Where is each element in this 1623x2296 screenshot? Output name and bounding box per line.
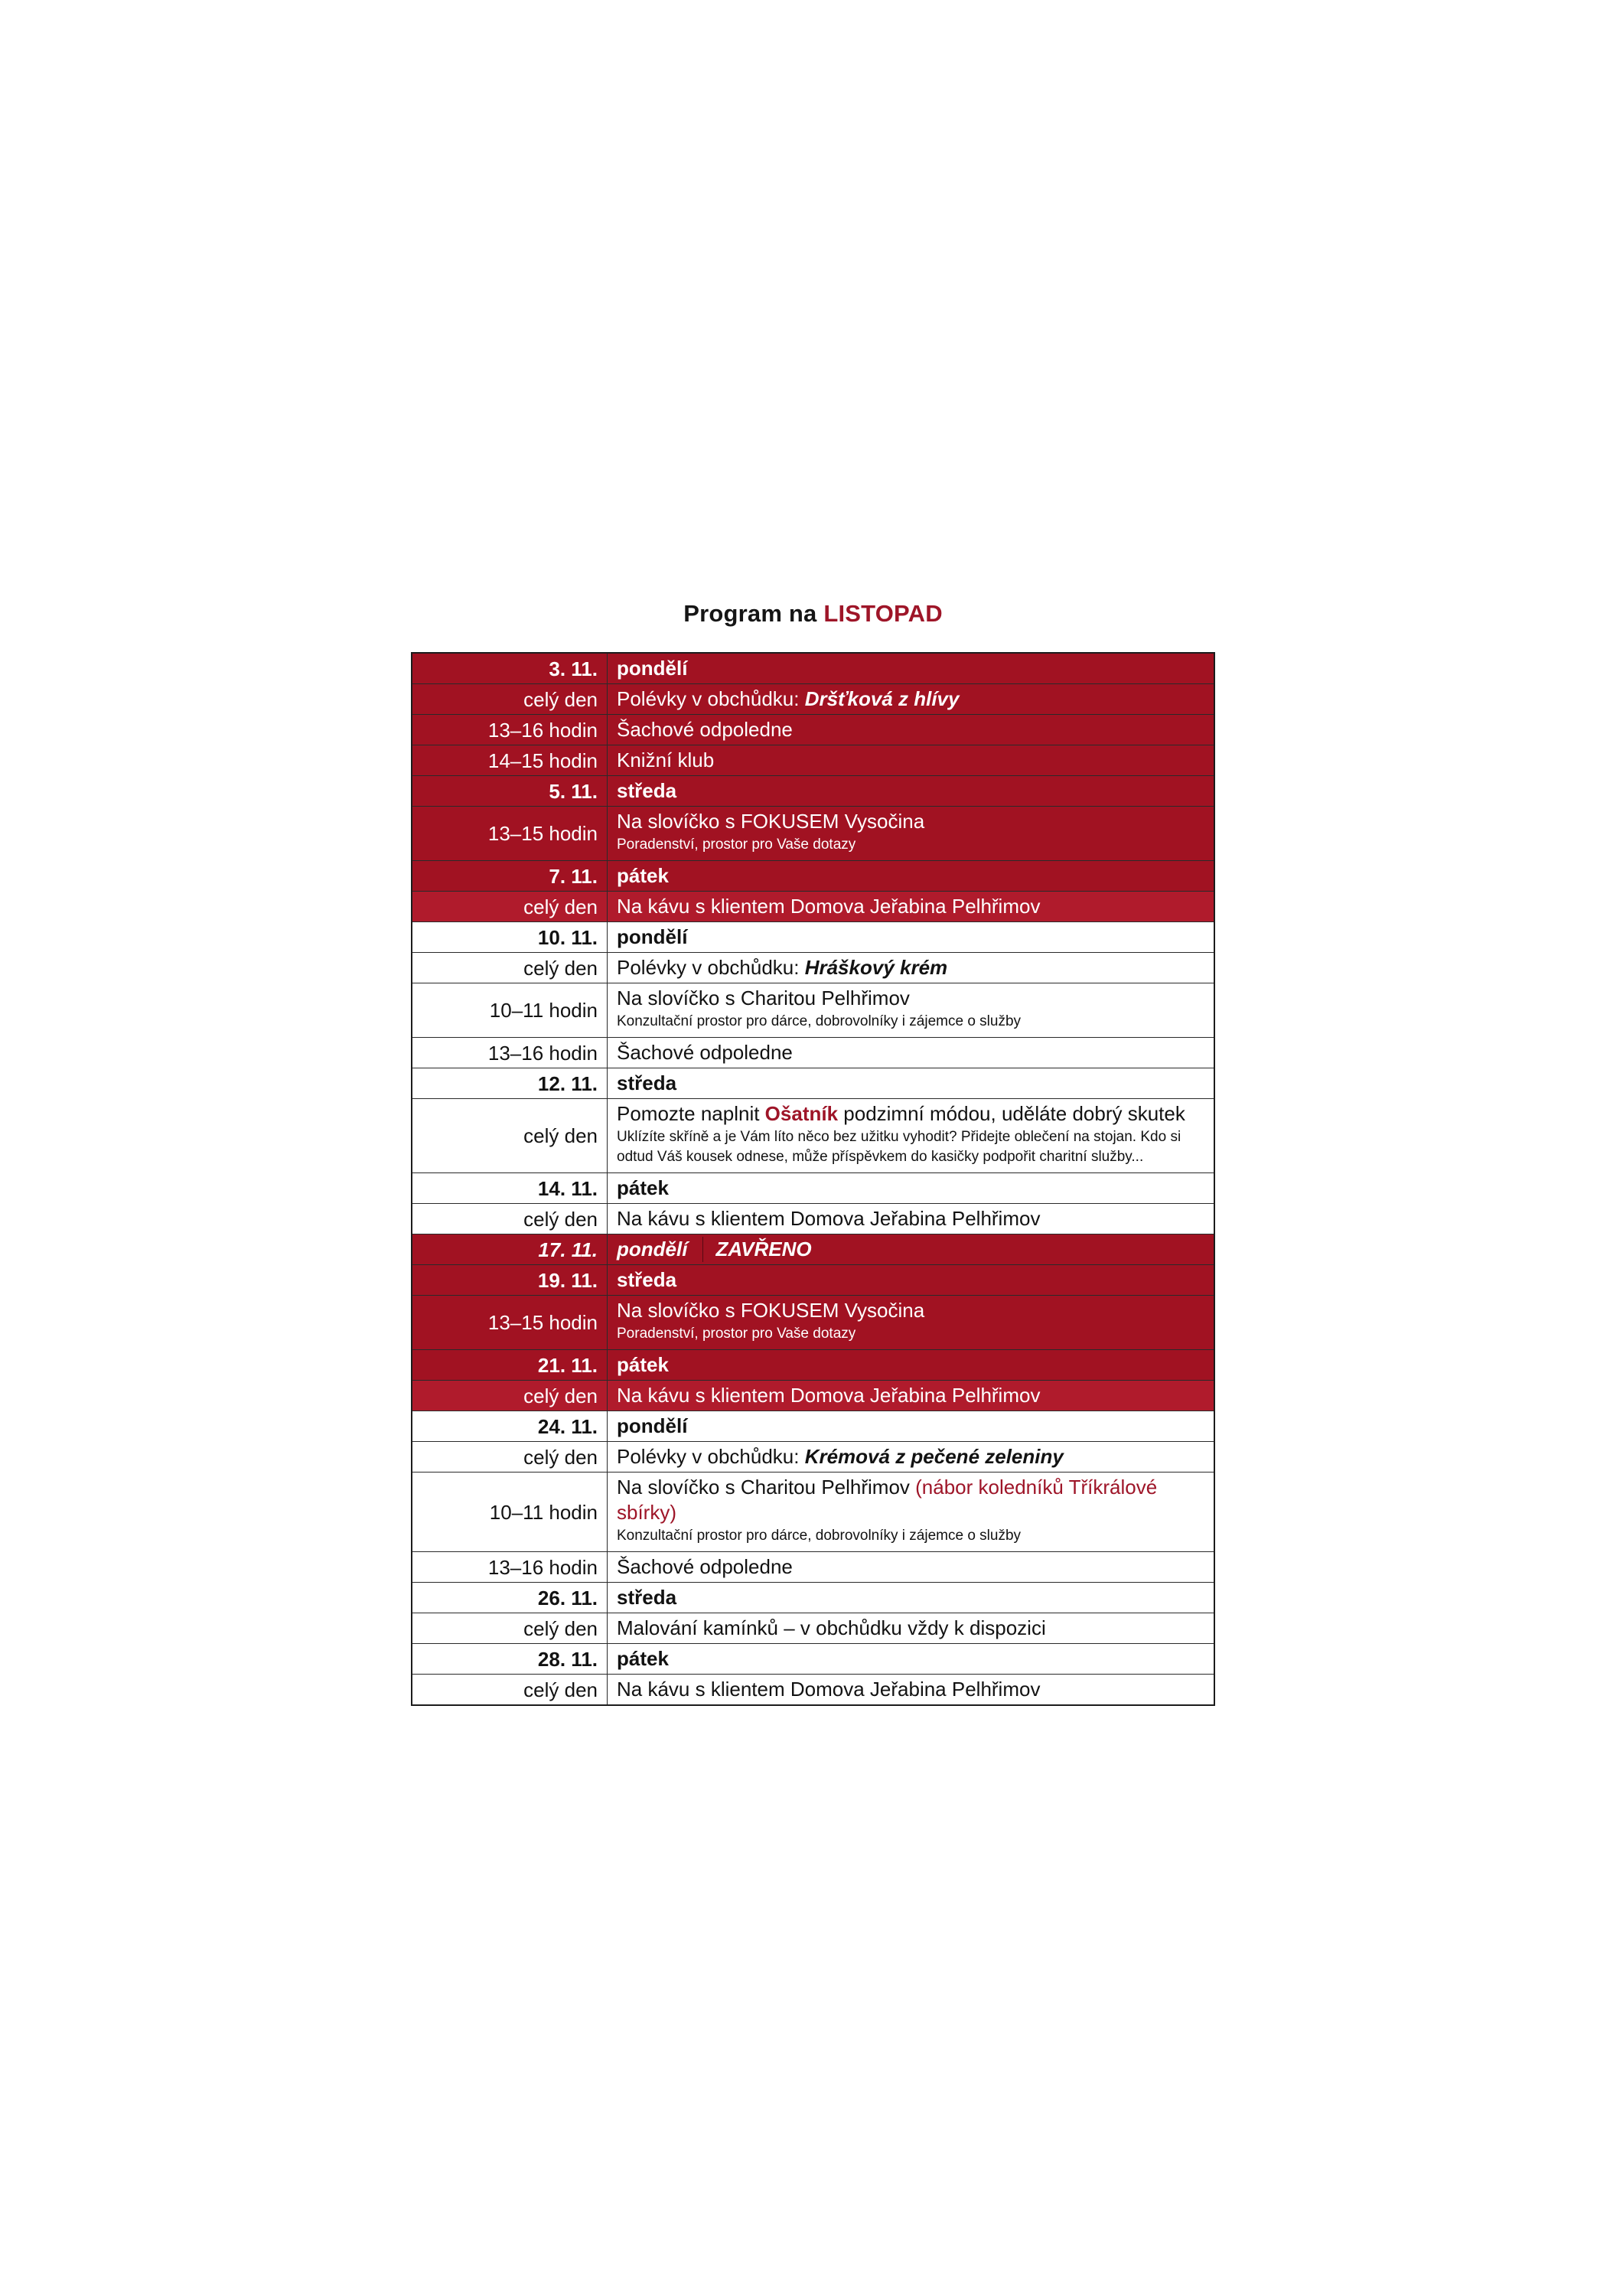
text-segment: středa xyxy=(617,1586,677,1609)
page-title xyxy=(411,600,1215,628)
text-segment: Šachové odpoledne xyxy=(617,718,793,741)
table-row xyxy=(412,1472,1214,1551)
text-segment: Ošatník xyxy=(764,1102,839,1125)
table-row xyxy=(412,745,1214,775)
text-segment: Šachové odpoledne xyxy=(617,1555,793,1578)
table-row xyxy=(412,1234,1214,1264)
row-main-text xyxy=(617,1206,1204,1231)
table-row xyxy=(412,714,1214,745)
table-row xyxy=(412,1098,1214,1172)
row-description xyxy=(607,1234,1214,1264)
row-time: 14. 11. xyxy=(537,1176,598,1200)
row-time: celý den xyxy=(523,687,598,711)
text-segment: Polévky v obchůdku: xyxy=(617,687,805,710)
row-description xyxy=(607,1411,1214,1441)
table-row xyxy=(412,806,1214,860)
text-segment: Na slovíčko s FOKUSEM Vysočina xyxy=(617,1299,925,1322)
text-segment: Dršťková z hlívy xyxy=(804,687,960,710)
text-segment: pondělí xyxy=(617,1238,688,1261)
row-description xyxy=(607,715,1214,745)
row-main-text xyxy=(617,1677,1204,1702)
row-sub-text: Konzultační prostor pro dárce, dobrovolníky i zájemce o služby xyxy=(617,1528,1022,1544)
row-main-text xyxy=(617,1585,1204,1610)
row-description xyxy=(607,1350,1214,1380)
row-main-text xyxy=(617,1414,1204,1439)
row-main-text xyxy=(617,656,1204,681)
row-main-text xyxy=(617,894,1204,919)
text-segment: Pomozte naplnit xyxy=(617,1102,765,1125)
row-time: 10. 11. xyxy=(537,925,598,949)
row-sub-text: Poradenství, prostor pro Vaše dotazy xyxy=(617,1326,856,1342)
table-row xyxy=(412,775,1214,806)
table-row xyxy=(412,683,1214,714)
row-description xyxy=(607,953,1214,983)
text-segment: středa xyxy=(617,1071,677,1094)
text-segment: Na slovíčko s FOKUSEM Vysočina xyxy=(617,810,925,833)
table-row xyxy=(412,1349,1214,1380)
row-main-text xyxy=(617,1237,1204,1262)
program-table xyxy=(411,652,1215,1706)
row-main-text xyxy=(617,1176,1204,1201)
row-description xyxy=(607,1038,1214,1068)
row-description xyxy=(607,1296,1214,1349)
row-main-text xyxy=(617,1475,1204,1525)
row-time: celý den xyxy=(523,956,598,980)
table-row xyxy=(412,1582,1214,1613)
row-time: 21. 11. xyxy=(537,1353,598,1377)
row-main-text xyxy=(617,863,1204,889)
row-main-text xyxy=(617,1071,1204,1096)
text-segment: Na kávu s klientem Domova Jeřabina Pelhřimov xyxy=(617,1207,1041,1230)
text-segment: Knižní klub xyxy=(617,748,715,771)
row-description xyxy=(607,776,1214,806)
row-description xyxy=(607,1473,1214,1551)
row-time: 24. 11. xyxy=(537,1414,598,1438)
row-time: 13–15 hodin xyxy=(487,1311,598,1334)
table-row xyxy=(412,1172,1214,1203)
row-description xyxy=(607,922,1214,952)
table-row xyxy=(412,891,1214,921)
row-main-text xyxy=(617,1101,1204,1127)
text-segment: pátek xyxy=(617,1176,669,1199)
row-sub-text: Konzultační prostor pro dárce, dobrovolníky i zájemce o služby xyxy=(617,1013,1022,1029)
row-description xyxy=(607,1675,1214,1704)
row-main-text xyxy=(617,1383,1204,1408)
row-main-text xyxy=(617,1267,1204,1293)
closed-label: ZAVŘENO xyxy=(702,1237,811,1262)
row-time: 14–15 hodin xyxy=(487,748,598,772)
row-description xyxy=(607,684,1214,714)
page-title-prefix: Program na xyxy=(683,600,817,627)
table-row xyxy=(412,654,1214,683)
table-row xyxy=(412,1643,1214,1674)
table-row xyxy=(412,1411,1214,1441)
row-description xyxy=(607,1173,1214,1203)
row-time: 13–16 hodin xyxy=(487,718,598,742)
row-main-text xyxy=(617,1646,1204,1671)
text-segment: Na kávu s klientem Domova Jeřabina Pelhřimov xyxy=(617,1384,1041,1407)
table-row xyxy=(412,952,1214,983)
row-main-text xyxy=(617,1554,1204,1580)
row-description xyxy=(607,1265,1214,1295)
table-row xyxy=(412,1068,1214,1098)
row-time: celý den xyxy=(523,1124,598,1147)
text-segment: Na slovíčko s Charitou Pelhřimov xyxy=(617,1476,916,1499)
table-row xyxy=(412,1551,1214,1582)
row-description xyxy=(607,1099,1214,1172)
text-segment: Šachové odpoledne xyxy=(617,1041,793,1064)
text-segment: Hráškový krém xyxy=(804,956,948,979)
row-description xyxy=(607,861,1214,891)
row-time: 19. 11. xyxy=(537,1268,598,1292)
text-segment: Na slovíčko s Charitou Pelhřimov xyxy=(617,987,910,1009)
row-description xyxy=(607,807,1214,860)
text-segment: Na kávu s klientem Domova Jeřabina Pelhřimov xyxy=(617,1678,1041,1701)
row-time: celý den xyxy=(523,1616,598,1640)
text-segment: (nábor koledníků Tříkrálové sbírky) xyxy=(617,1476,1158,1524)
row-description xyxy=(607,1442,1214,1472)
text-segment: Krémová z pečené zeleniny xyxy=(804,1445,1064,1468)
row-time: celý den xyxy=(523,1445,598,1469)
text-segment: pondělí xyxy=(617,1414,688,1437)
row-sub-text: Poradenství, prostor pro Vaše dotazy xyxy=(617,837,856,853)
row-time: 7. 11. xyxy=(549,864,598,888)
row-main-text xyxy=(617,925,1204,950)
row-time: celý den xyxy=(523,1207,598,1231)
text-segment: pátek xyxy=(617,864,669,887)
row-time: 12. 11. xyxy=(537,1071,598,1095)
row-main-text xyxy=(617,1040,1204,1065)
row-main-text xyxy=(617,687,1204,712)
row-main-text xyxy=(617,955,1204,980)
table-row xyxy=(412,983,1214,1037)
row-description xyxy=(607,983,1214,1037)
table-row xyxy=(412,1380,1214,1411)
row-time: 10–11 hodin xyxy=(489,1500,598,1524)
table-row xyxy=(412,860,1214,891)
text-segment: středa xyxy=(617,1268,677,1291)
row-time: celý den xyxy=(523,895,598,918)
row-main-text xyxy=(617,1444,1204,1469)
text-segment: pondělí xyxy=(617,657,688,680)
row-time: 17. 11. xyxy=(538,1238,598,1261)
text-segment: pondělí xyxy=(617,925,688,948)
row-time: 3. 11. xyxy=(549,657,598,680)
row-main-text xyxy=(617,1298,1204,1323)
row-time: celý den xyxy=(523,1678,598,1701)
row-time: celý den xyxy=(523,1384,598,1407)
row-main-text xyxy=(617,748,1204,773)
row-time: 13–15 hodin xyxy=(487,822,598,845)
row-time: 13–16 hodin xyxy=(487,1041,598,1065)
row-description xyxy=(607,745,1214,775)
text-segment: Polévky v obchůdku: xyxy=(617,956,805,979)
row-description xyxy=(607,1552,1214,1582)
row-time: 10–11 hodin xyxy=(489,999,598,1022)
row-time: 26. 11. xyxy=(537,1586,598,1609)
row-description xyxy=(607,892,1214,921)
table-row xyxy=(412,1674,1214,1704)
row-description xyxy=(607,654,1214,683)
row-time: 28. 11. xyxy=(537,1647,598,1671)
page-title-month: LISTOPAD xyxy=(823,600,943,627)
text-segment: středa xyxy=(617,779,677,802)
row-description xyxy=(607,1381,1214,1411)
table-row xyxy=(412,1037,1214,1068)
row-main-text xyxy=(617,717,1204,742)
text-segment: Malování kamínků – v obchůdku vždy k dispozici xyxy=(617,1616,1046,1639)
text-segment: pátek xyxy=(617,1647,669,1670)
table-row xyxy=(412,921,1214,952)
row-sub-text: Uklízíte skříně a je Vám líto něco bez užitku vyhodit? Přidejte oblečení na stojan. Kdo si odtud Váš kousek odnese, může příspěvkem do kasičky podpořit charitní služby... xyxy=(617,1129,1181,1165)
text-segment: pátek xyxy=(617,1353,669,1376)
text-segment: Polévky v obchůdku: xyxy=(617,1445,805,1468)
row-description xyxy=(607,1068,1214,1098)
row-main-text xyxy=(617,1352,1204,1378)
row-description xyxy=(607,1644,1214,1674)
table-row xyxy=(412,1203,1214,1234)
row-main-text xyxy=(617,1616,1204,1641)
table-row xyxy=(412,1264,1214,1295)
table-row xyxy=(412,1613,1214,1643)
text-segment: Na kávu s klientem Domova Jeřabina Pelhřimov xyxy=(617,895,1041,918)
row-time: 5. 11. xyxy=(549,779,598,803)
row-main-text xyxy=(617,986,1204,1011)
row-description xyxy=(607,1204,1214,1234)
row-description xyxy=(607,1613,1214,1643)
row-time: 13–16 hodin xyxy=(487,1555,598,1579)
row-description xyxy=(607,1583,1214,1613)
table-row xyxy=(412,1441,1214,1472)
text-segment: podzimní módou, uděláte dobrý skutek xyxy=(838,1102,1185,1125)
row-main-text xyxy=(617,809,1204,834)
table-row xyxy=(412,1295,1214,1349)
program-table-body xyxy=(412,654,1214,1704)
row-main-text xyxy=(617,778,1204,804)
